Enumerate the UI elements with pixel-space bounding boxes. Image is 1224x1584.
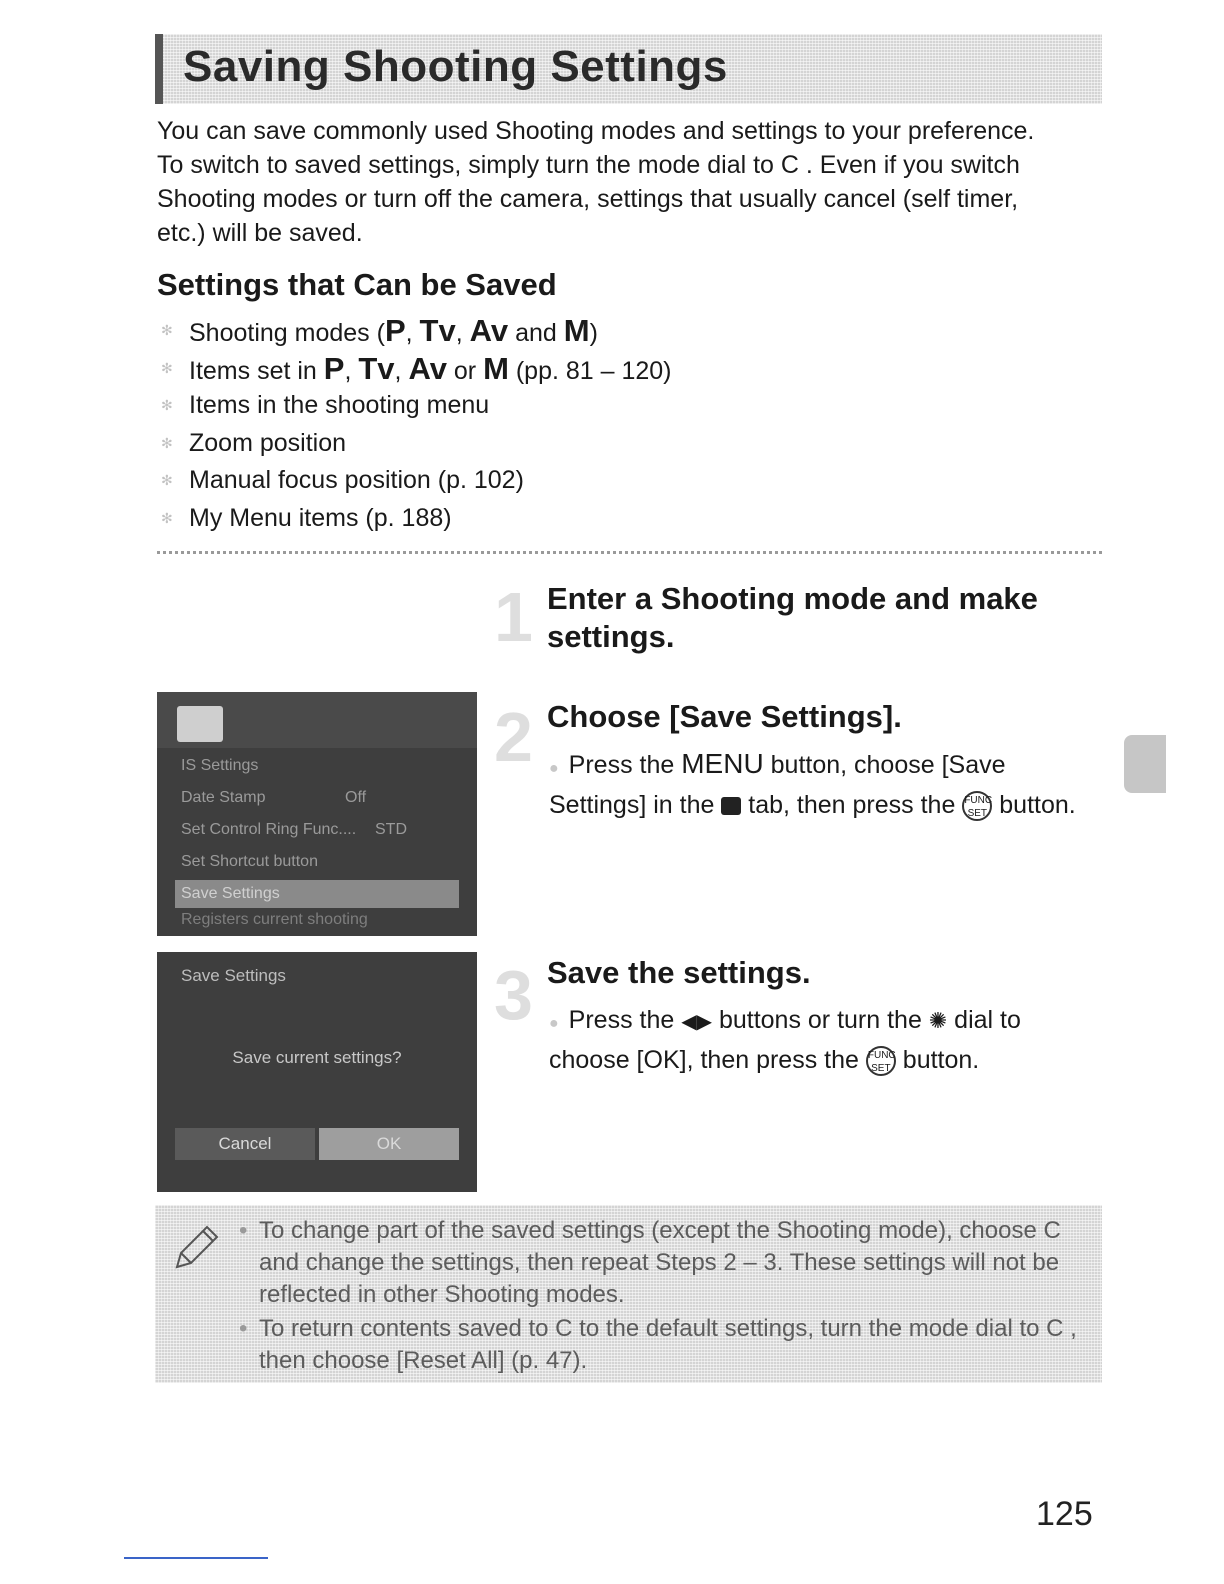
dialog-question: Save current settings? bbox=[232, 1048, 402, 1067]
bullet-icon: ● bbox=[549, 760, 559, 777]
control-dial-icon: ✺ bbox=[928, 1008, 948, 1033]
saved-settings-heading: Settings that Can be Saved bbox=[157, 267, 557, 302]
list-item: ✻ Items in the shooting menu bbox=[157, 387, 672, 425]
section-divider bbox=[157, 551, 1102, 554]
camera-tab-icon bbox=[721, 797, 741, 815]
mode-p: P bbox=[384, 313, 406, 348]
bullet-icon: ✻ bbox=[161, 472, 173, 489]
page-title: Saving Shooting Settings bbox=[183, 42, 728, 91]
bullet-icon: ✻ bbox=[161, 509, 173, 526]
note-box bbox=[155, 1205, 1102, 1383]
saved-settings-list bbox=[157, 312, 672, 538]
left-right-arrows-icon: ◀▶ bbox=[681, 1011, 712, 1033]
step-number-3: 3 bbox=[494, 956, 533, 1034]
pencil-icon bbox=[169, 1219, 225, 1275]
menu-row: Set Shortcut button bbox=[181, 853, 318, 870]
step-2-title: Choose [Save Settings]. bbox=[547, 699, 902, 734]
note-bullet: • To return contents saved to C to the default settings, turn the mode dial to C , then choose [Reset All] (p. 47). bbox=[239, 1315, 1077, 1374]
menu-row: Set Control Ring Func.... STD bbox=[181, 821, 407, 838]
dialog-title: Save Settings bbox=[181, 966, 286, 985]
list-item: ✻ Zoom position bbox=[157, 425, 672, 463]
save-dialog-screenshot bbox=[157, 952, 477, 1192]
list-item: ✻ My Menu items (p. 188) bbox=[157, 500, 672, 538]
mode-tv: Tv bbox=[419, 313, 456, 348]
bullet-icon: ● bbox=[549, 1015, 559, 1032]
note-bullet: • To change part of the saved settings (except the Shooting mode), choose C and change the settings, then repeat Steps 2 – 3. These settings will not be reflected in other Shooting modes. bbox=[239, 1217, 1061, 1308]
menu-row: Date Stamp Off bbox=[181, 789, 367, 806]
func-set-icon: FUNC SET bbox=[866, 1046, 896, 1076]
mode-av: Av bbox=[469, 313, 509, 348]
list-item: ✻ Shooting modes (P, Tv, Av and M) bbox=[161, 313, 598, 348]
step-number-2: 2 bbox=[494, 698, 533, 776]
title-bar bbox=[155, 34, 1102, 104]
camera-tab-icon bbox=[177, 706, 223, 742]
step-3-title: Save the settings. bbox=[547, 955, 811, 990]
bullet-icon: ✻ bbox=[161, 434, 173, 451]
list-item: ✻ Manual focus position (p. 102) bbox=[157, 462, 672, 500]
step-number-1: 1 bbox=[494, 578, 533, 656]
footer-rule bbox=[124, 1557, 268, 1559]
note-text bbox=[239, 1215, 1088, 1377]
step-2-text: ● Press the MENU button, choose [Save Settings] in the tab, then press the FUNC SET button. bbox=[549, 748, 1076, 820]
menu-row-selected: Save Settings bbox=[175, 880, 459, 908]
bullet-icon: ✻ bbox=[161, 322, 173, 338]
menu-footer: Registers current shooting bbox=[181, 911, 368, 928]
bullet-icon: ✻ bbox=[161, 359, 173, 376]
title-accent bbox=[155, 34, 163, 104]
page-number: 125 bbox=[1036, 1495, 1093, 1533]
ok-button[interactable]: OK bbox=[319, 1128, 459, 1160]
mode-m: M bbox=[563, 313, 590, 348]
intro-paragraph: You can save commonly used Shooting modes and settings to your preference. To switch to saved settings, simply turn the mode dial to C . Even if you switch Shooting modes or turn off the camera, settings that usually cancel (self timer, etc.) will be saved. bbox=[157, 117, 1035, 247]
chapter-side-tab bbox=[1124, 735, 1166, 793]
menu-row: IS Settings bbox=[181, 757, 259, 774]
func-set-icon: FUNC SET bbox=[962, 791, 992, 821]
bullet-icon: ✻ bbox=[161, 397, 173, 414]
step-3-text: ● Press the ◀▶ buttons or turn the ✺ dial to choose [OK], then press the FUNC SET button. bbox=[549, 1006, 1021, 1075]
list-item: ✻ Items set in P, Tv, Av or M (pp. 81 – 120) bbox=[161, 350, 672, 386]
menu-screenshot bbox=[157, 692, 477, 936]
cancel-button[interactable]: Cancel bbox=[175, 1128, 315, 1160]
step-1-title: Enter a Shooting mode and make settings. bbox=[547, 581, 1038, 654]
